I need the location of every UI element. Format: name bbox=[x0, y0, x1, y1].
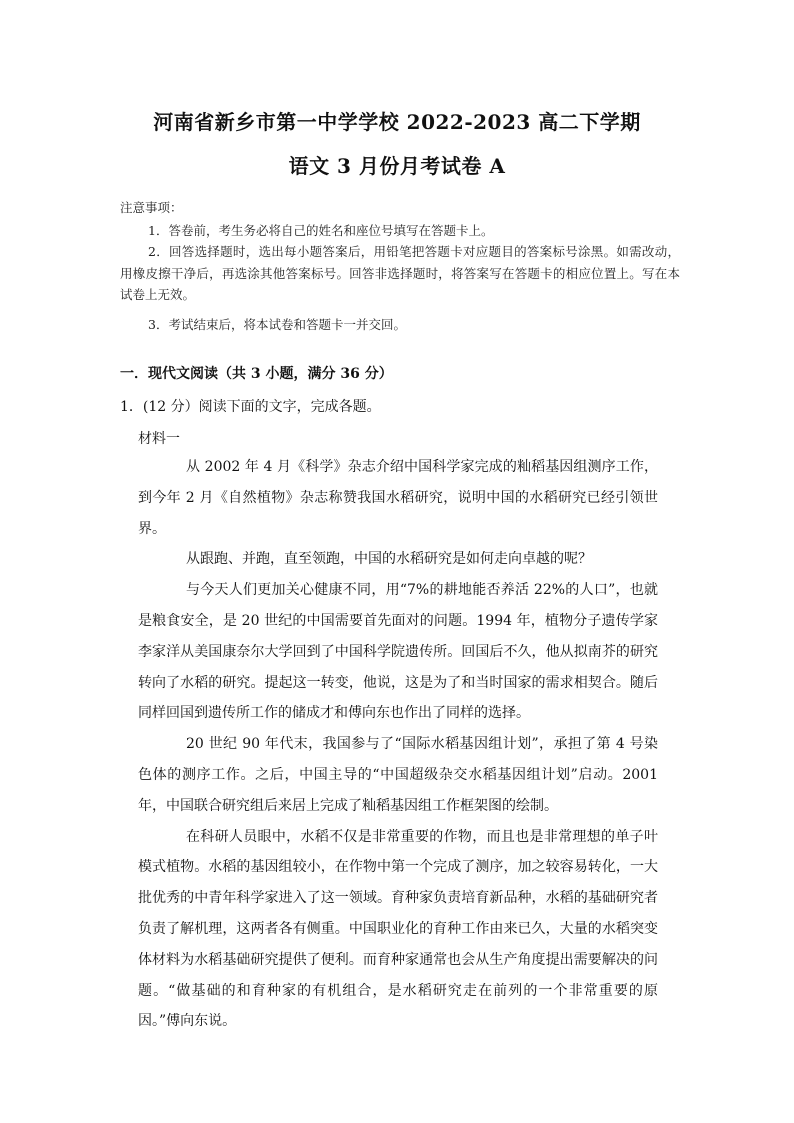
passage-paragraph: 从跟跑、并跑，直至领跑，中国的水稻研究是如何走向卓越的呢？ bbox=[186, 551, 592, 568]
exam-title-line1: 河南省新乡市第一中学学校 2022-2023 高二下学期 bbox=[153, 110, 641, 134]
reading-passage bbox=[138, 452, 658, 1037]
passage-paragraph: 20 世纪 90 年代末，我国参与了“国际水稻基因组计划”，承担了第 4 号染色体的测序工作。之后，中国主导的“中国超级杂交水稻基因组计划”启动。2001 年，中国联合研究组后来居上完成了籼稻基因组工作框架图的绘制。 bbox=[138, 736, 658, 814]
material-label: 材料一 bbox=[138, 431, 180, 447]
passage-paragraph: 在科研人员眼中，水稻不仅是非常重要的作物，而且也是非常理想的单子叶模式植物。水稻的基因组较小，在作物中第一个完成了测序，加之较容易转化，一大批优秀的中青年科学家进入了这一领域。育种家负责培育新品种，水稻的基础研究者负责了解机理，这两者各有侧重。中国职业化的育种工作由来已久，大量的水稻突变体材料为水稻基础研究提供了便利。而育种家通常也会从生产角度提出需要解决的问题。“做基础的和育种家的有机组合，是水稻研究走在前列的一个非常重要的原因。”傅向东说。 bbox=[138, 828, 658, 1030]
notice-heading: 注意事项： bbox=[120, 200, 183, 215]
question-stem: 1．(12 分）阅读下面的文字，完成各题。 bbox=[120, 399, 381, 415]
notice-item-1: 1．答卷前，考生务必将自己的姓名和座位号填写在答题卡上。 bbox=[148, 222, 494, 238]
exam-title-line2: 语文 3 月份月考试卷 A bbox=[288, 154, 506, 178]
passage-paragraph: 与今天人们更加关心健康不同，用“7%的耕地能否养活 22%的人口”，也就是粮食安全，是 20 世纪的中国需要首先面对的问题。1994 年，植物分子遗传学家李家洋从美国康奈尔大学回到了中国科学院遗传所。回国后不久，他从拟南芥的研究转向了水稻的研究。提起这一转变，他说，这是为了和当时国家的需求相契合。随后同样回国到遗传所工作的储成才和傅向东也作出了同样的选择。 bbox=[138, 582, 658, 722]
notice-block bbox=[120, 197, 680, 336]
section-title: 一．现代文阅读（共 3 小题，满分 36 分） bbox=[120, 366, 393, 382]
notice-item-3: 3．考试结束后，将本试卷和答题卡一并交回。 bbox=[148, 316, 406, 332]
passage-paragraph: 从 2002 年 4 月《科学》杂志介绍中国科学家完成的籼稻基因组测序工作，到今年 2 月《自然植物》杂志称赞我国水稻研究，说明中国的水稻研究已经引领世界。 bbox=[138, 459, 658, 537]
notice-item-2: 2．回答选择题时，选出每小题答案后，用铅笔把答题卡对应题目的答案标号涂黑。如需改动，用橡皮擦干净后，再选涂其他答案标号。回答非选择题时，将答案写在答题卡的相应位置上。写在本试卷上无效。 bbox=[120, 244, 680, 303]
